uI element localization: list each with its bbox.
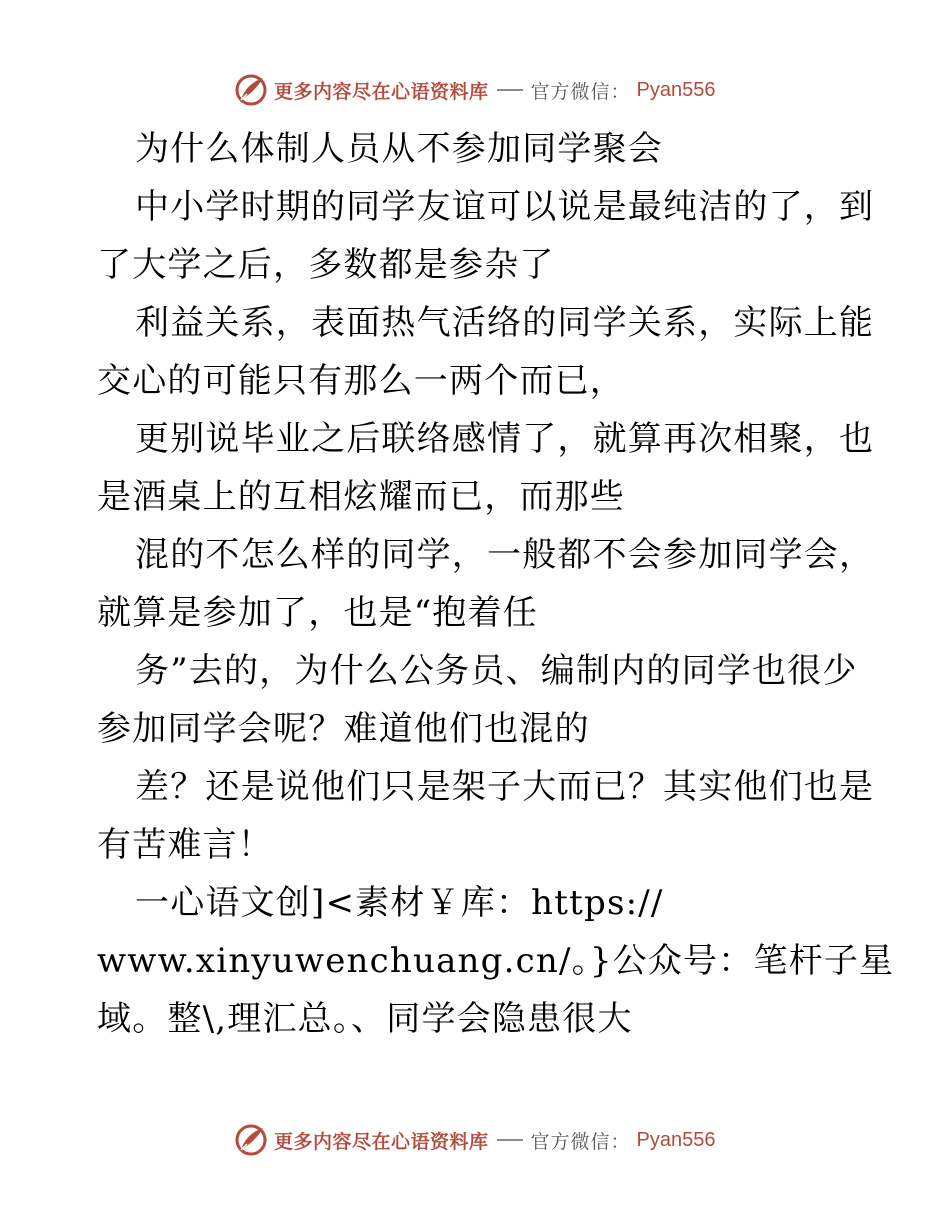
footer-banner xyxy=(234,1122,716,1158)
paragraph-line: 交心的可能只有那么一两个而已， xyxy=(97,361,625,401)
document-body xyxy=(97,120,895,1048)
paragraph-line: 有苦难言！ xyxy=(97,825,273,865)
paragraph-line: 混的不怎么样的同学，一般都不会参加同学会， xyxy=(135,535,875,575)
paragraph-line: 是酒桌上的互相炫耀而已，而那些 xyxy=(97,477,625,517)
paragraph-line: 务”去的，为什么公务员、编制内的同学也很少 xyxy=(135,651,858,691)
header-banner xyxy=(234,72,716,108)
wechat-label: 官方微信： xyxy=(530,1130,631,1153)
paragraph-line: 了大学之后，多数都是参杂了 xyxy=(97,245,555,285)
paragraph-line: 利益关系，表面热气活络的同学关系，实际上能 xyxy=(135,303,875,343)
paragraph-line: www.xinyuwenchuang.cn/。}公众号：笔杆子星 xyxy=(97,941,895,981)
promo-text: 更多内容尽在心语资料库 xyxy=(274,1130,489,1153)
paragraph-line: 中小学时期的同学友谊可以说是最纯洁的了，到 xyxy=(135,187,875,227)
paragraph-line: 参加同学会呢？难道他们也混的 xyxy=(97,709,590,749)
paragraph-line: 一心语文创]<素材￥库：https:// xyxy=(135,883,664,923)
wechat-id: Pyan556 xyxy=(636,1128,716,1151)
wechat-label: 官方微信： xyxy=(530,80,631,103)
banner-divider xyxy=(497,89,523,91)
promo-text: 更多内容尽在心语资料库 xyxy=(274,80,489,103)
quill-pen-logo-icon xyxy=(234,1123,268,1157)
paragraph-line: 差？还是说他们只是架子大而已？其实他们也是 xyxy=(135,767,875,807)
banner-divider xyxy=(497,1139,523,1141)
paragraph-line: 就算是参加了，也是“抱着任 xyxy=(97,593,538,633)
document-title: 为什么体制人员从不参加同学聚会 xyxy=(135,129,663,169)
quill-pen-logo-icon xyxy=(234,73,268,107)
paragraph-line: 更别说毕业之后联络感情了，就算再次相聚，也 xyxy=(135,419,875,459)
paragraph-line: 域。整\,理汇总。、同学会隐患很大 xyxy=(97,999,633,1039)
wechat-id: Pyan556 xyxy=(636,78,716,101)
